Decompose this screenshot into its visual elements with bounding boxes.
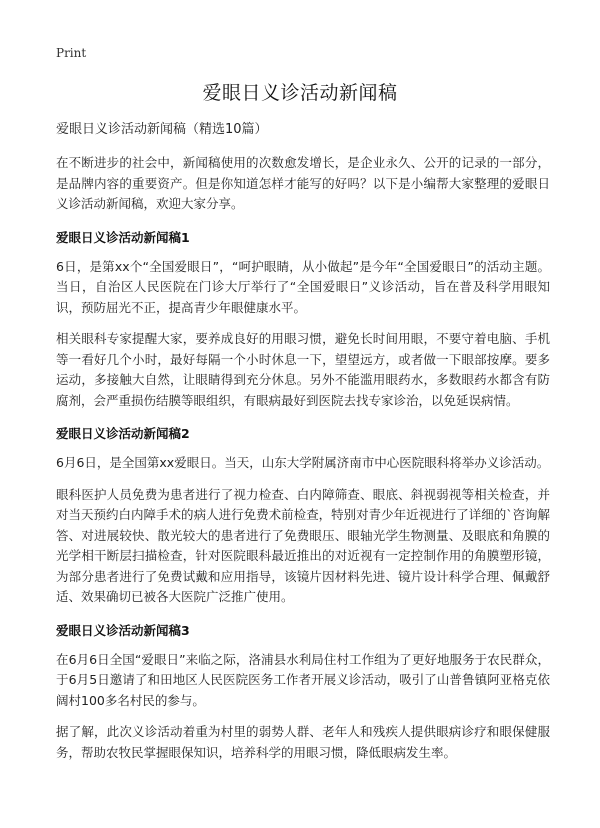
page-title: 爱眼日义诊活动新闻稿 (202, 82, 398, 104)
section-2-paragraph-1: 6月6日，是全国第xx爱眼日。当天，山东大学附属济南市中心医院眼科将举办义诊活动。 (56, 455, 550, 470)
article-body (56, 121, 550, 774)
section-heading-1: 爱眼日义诊活动新闻稿1 (56, 229, 190, 245)
section-heading-3: 爱眼日义诊活动新闻稿3 (56, 622, 190, 638)
section-2-paragraph-2: 眼科医护人员免费为患者进行了视力检查、白内障筛查、眼底、斜视弱视等相关检查，并对当天预约白内障手术的病人进行免费术前检查，特别对青少年近视进行了详细的`咨询解答、对进展较快、散光较大的患者进行了免费眼压、眼轴光学生物测量、及眼底和角膜的光学相干断层扫描检查，针对医院眼科最近推出的对近视有一定控制作用的角膜塑形镜，为部分患者进行了免费试戴和应用指导，该镜片因材料先进、镜片设计科学合理、佩戴舒适、效果确切已被各大医院广泛推广使用。 (56, 486, 550, 604)
intro-paragraph: 在不断进步的社会中，新闻稿使用的次数愈发增长，是企业永久、公开的记录的一部分，是品牌内容的重要资产。但是你知道怎样才能写的好吗？以下是小编帮大家整理的爱眼日义诊活动新闻稿，欢迎大家分享。 (56, 155, 550, 211)
section-1-paragraph-1: 6日，是第xx个“全国爱眼日”，“呵护眼睛，从小做起”是今年“全国爱眼日”的活动主题。当日，自治区人民医院在门诊大厅举行了“全国爱眼日”义诊活动，旨在普及科学用眼知识，预防屈光不正，提高青少年眼健康水平。 (56, 258, 550, 315)
article-subtitle: 爱眼日义诊活动新闻稿（精选10篇） (56, 122, 268, 137)
section-1-paragraph-2: 相关眼科专家提醒大家，要养成良好的用眼习惯，避免长时间用眼，不要守着电脑、手机等一看好几个小时，最好每隔一个小时休息一下，望望远方，或者做一下眼部按摩。要多运动，多接触大自然，让眼睛得到充分休息。另外不能滥用眼药水，多数眼药水都含有防腐剂，会严重损伤结膜等眼组织，有眼病最好到医院去找专家诊治，以免延误病情。 (56, 331, 550, 408)
section-3-paragraph-2: 据了解，此次义诊活动着重为村里的弱势人群、老年人和残疾人提供眼病诊疗和眼保健服务，帮助农牧民掌握眼保知识，培养科学的用眼习惯，降低眼病发生率。 (56, 724, 550, 760)
section-3-paragraph-1: 在6月6日全国“爱眼日”来临之际，洛浦县水利局住村工作组为了更好地服务于农民群众，于6月5日邀请了和田地区人民医院医务工作者开展义诊活动，吸引了山普鲁镇阿亚格克依阔村100多名村民的参与。 (56, 651, 550, 708)
section-heading-2: 爱眼日义诊活动新闻稿2 (56, 426, 190, 441)
print-link[interactable]: Print (56, 46, 87, 60)
